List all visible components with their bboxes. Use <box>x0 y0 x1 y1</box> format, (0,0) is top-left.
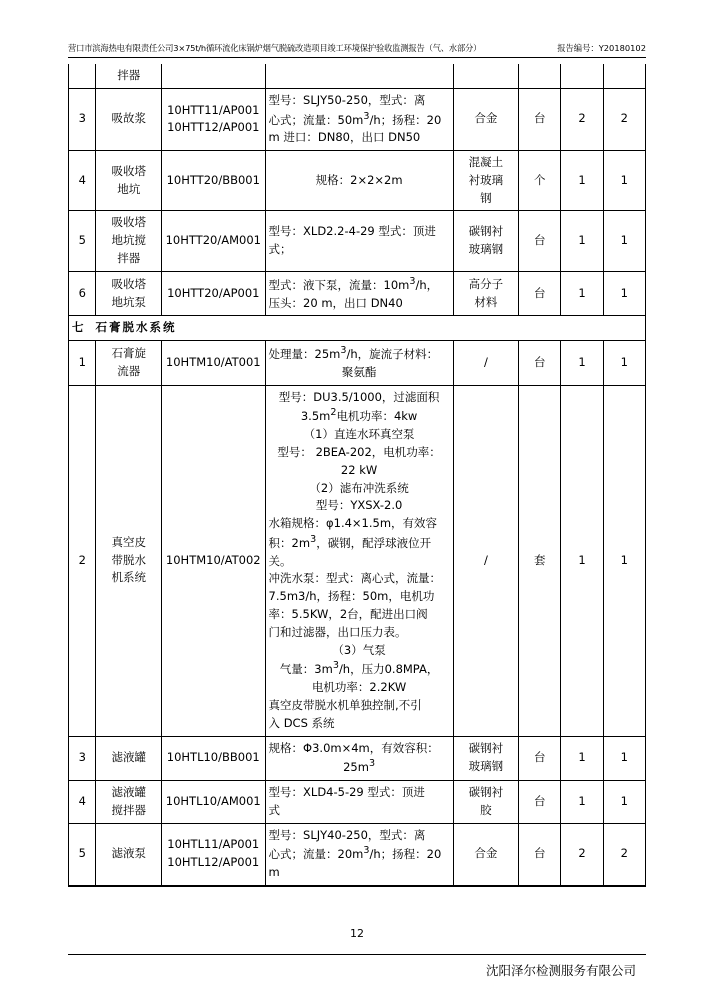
cell-qty1: 2 <box>561 823 603 886</box>
page-footer <box>68 927 646 979</box>
cell-name: 真空皮 带脱水 机系统 <box>96 385 162 736</box>
cell-material: 碳钢衬 胶 <box>453 781 519 824</box>
cell-material: 合金 <box>453 88 519 150</box>
cell-name: 吸收塔 地坑搅 拌器 <box>96 211 162 271</box>
cell-spec: 规格：Φ3.0m×4m，有效容积： $25m^3$ <box>265 736 453 780</box>
cell-qty2: 1 <box>603 271 645 315</box>
table-row <box>69 736 646 780</box>
cell-spec: 型号：SLJY50-250，型式：离 心式；流量：$50m^3/h$；扬程：20 m 进口：DN80，出口 DN50 <box>265 88 453 150</box>
cell-material: / <box>453 341 519 385</box>
cell-name: 拌器 <box>96 64 162 88</box>
cell-spec: 处理量：$25m^3/h$，旋流子材料： 聚氨酯 <box>265 341 453 385</box>
section-title: 石膏脱水系统 <box>95 320 177 335</box>
cell-no: 6 <box>69 271 96 315</box>
cell-qty2: 1 <box>603 341 645 385</box>
cell-qty2 <box>603 64 645 88</box>
cell-material: / <box>453 385 519 736</box>
cell-qty2: 1 <box>603 151 645 211</box>
cell-qty2: 2 <box>603 823 645 886</box>
cell-no: 5 <box>69 211 96 271</box>
cell-spec: 型号：XLD2.2-4-29 型式：顶进 式； <box>265 211 453 271</box>
cell-spec: 型号：DU3.5/1000，过滤面积 $3.5m^2$电机功率：4kw （1）直连水环真空泵 型号： 2BEA-202，电机功率： 22 kW （2）滤布冲洗系统 型号：YXSX-2.0 水箱规格：φ1.4×1.5m，有效容 积：$2m^3$，碳钢，配浮球液位开 关。 冲洗水泵：型式：离心式，流量： 7.5m3/h，扬程：50m，电机功 率：5.5KW，2台，配进出口阀 门和过滤器，出口压力表。 （3）气泵 气量：$3m^3/h$，压力0.8MPA， 电机功率：2.2KW 真空皮带脱水机单独控制,不引 入 DCS 系统 <box>265 385 453 736</box>
table-row <box>69 271 646 315</box>
table-row <box>69 341 646 385</box>
cell-qty1: 1 <box>561 385 603 736</box>
cell-material <box>453 64 519 88</box>
footer-divider <box>68 954 646 955</box>
cell-qty1: 1 <box>561 151 603 211</box>
header-title: 营口市滨海热电有限责任公司3×75t/h循环流化床锅炉烟气脱硫改造项目竣工环境保护验收监测报告（气、水部分） <box>68 43 482 53</box>
cell-tag: 10HTT20/AP001 <box>161 271 265 315</box>
cell-no: 5 <box>69 823 96 886</box>
cell-spec: 型号：XLD4-5-29 型式：顶进 式 <box>265 781 453 824</box>
footer-company: 沈阳泽尔检测服务有限公司 <box>485 963 636 978</box>
cell-unit: 个 <box>519 151 561 211</box>
cell-qty1: 2 <box>561 88 603 150</box>
section-cell <box>69 316 646 341</box>
cell-qty2: 1 <box>603 736 645 780</box>
table-row <box>69 64 646 88</box>
cell-tag: 10HTT20/BB001 <box>161 151 265 211</box>
cell-spec: 型式：液下泵，流量：$10m^3/h$， 压头：20 m，出口 DN40 <box>265 271 453 315</box>
cell-unit: 台 <box>519 781 561 824</box>
cell-name: 吸故浆 <box>96 88 162 150</box>
table-row <box>69 88 646 150</box>
cell-material: 碳钢衬 玻璃钢 <box>453 211 519 271</box>
equipment-table <box>68 64 646 887</box>
table-row <box>69 823 646 886</box>
table-row <box>69 211 646 271</box>
table-section-row <box>69 316 646 341</box>
page-header <box>68 44 646 58</box>
cell-tag: 10HTT11/AP001 10HTT12/AP001 <box>161 88 265 150</box>
cell-name: 滤液泵 <box>96 823 162 886</box>
section-number: 七 <box>72 320 86 335</box>
cell-no: 4 <box>69 151 96 211</box>
cell-name: 石膏旋 流器 <box>96 341 162 385</box>
cell-unit: 台 <box>519 271 561 315</box>
table-row <box>69 151 646 211</box>
table-row <box>69 385 646 736</box>
cell-no: 2 <box>69 385 96 736</box>
cell-unit <box>519 64 561 88</box>
cell-qty1: 1 <box>561 736 603 780</box>
cell-qty2: 1 <box>603 781 645 824</box>
cell-material: 合金 <box>453 823 519 886</box>
table-row <box>69 781 646 824</box>
cell-tag: 10HTL10/BB001 <box>161 736 265 780</box>
cell-unit: 套 <box>519 385 561 736</box>
cell-name: 滤液罐 搅拌器 <box>96 781 162 824</box>
cell-unit: 台 <box>519 823 561 886</box>
cell-spec: 规格：2×2×2m <box>265 151 453 211</box>
page-content <box>68 44 646 887</box>
cell-name: 吸收塔 地坑 <box>96 151 162 211</box>
cell-tag <box>161 64 265 88</box>
cell-qty1: 1 <box>561 341 603 385</box>
cell-tag: 10HTM10/AT001 <box>161 341 265 385</box>
cell-unit: 台 <box>519 211 561 271</box>
cell-spec <box>265 64 453 88</box>
cell-tag: 10HTT20/AM001 <box>161 211 265 271</box>
cell-unit: 台 <box>519 736 561 780</box>
cell-no: 3 <box>69 88 96 150</box>
cell-qty1: 1 <box>561 211 603 271</box>
cell-name: 滤液罐 <box>96 736 162 780</box>
cell-qty2: 1 <box>603 211 645 271</box>
cell-no: 4 <box>69 781 96 824</box>
cell-spec: 型号：SLJY40-250，型式：离 心式；流量：$20m^3/h$；扬程：20 m <box>265 823 453 886</box>
cell-tag: 10HTL11/AP001 10HTL12/AP001 <box>161 823 265 886</box>
cell-no: 3 <box>69 736 96 780</box>
cell-no: 1 <box>69 341 96 385</box>
header-report-code: 报告编号：Y20180102 <box>557 43 646 53</box>
cell-material: 混凝土 衬玻璃 钢 <box>453 151 519 211</box>
cell-unit: 台 <box>519 88 561 150</box>
cell-qty2: 1 <box>603 385 645 736</box>
cell-qty1 <box>561 64 603 88</box>
cell-qty1: 1 <box>561 271 603 315</box>
cell-no <box>69 64 96 88</box>
page-number: 12 <box>350 927 364 940</box>
cell-qty2: 2 <box>603 88 645 150</box>
cell-name: 吸收塔 地坑泵 <box>96 271 162 315</box>
cell-unit: 台 <box>519 341 561 385</box>
cell-material: 碳钢衬 玻璃钢 <box>453 736 519 780</box>
cell-material: 高分子 材料 <box>453 271 519 315</box>
cell-qty1: 1 <box>561 781 603 824</box>
cell-tag: 10HTM10/AT002 <box>161 385 265 736</box>
cell-tag: 10HTL10/AM001 <box>161 781 265 824</box>
